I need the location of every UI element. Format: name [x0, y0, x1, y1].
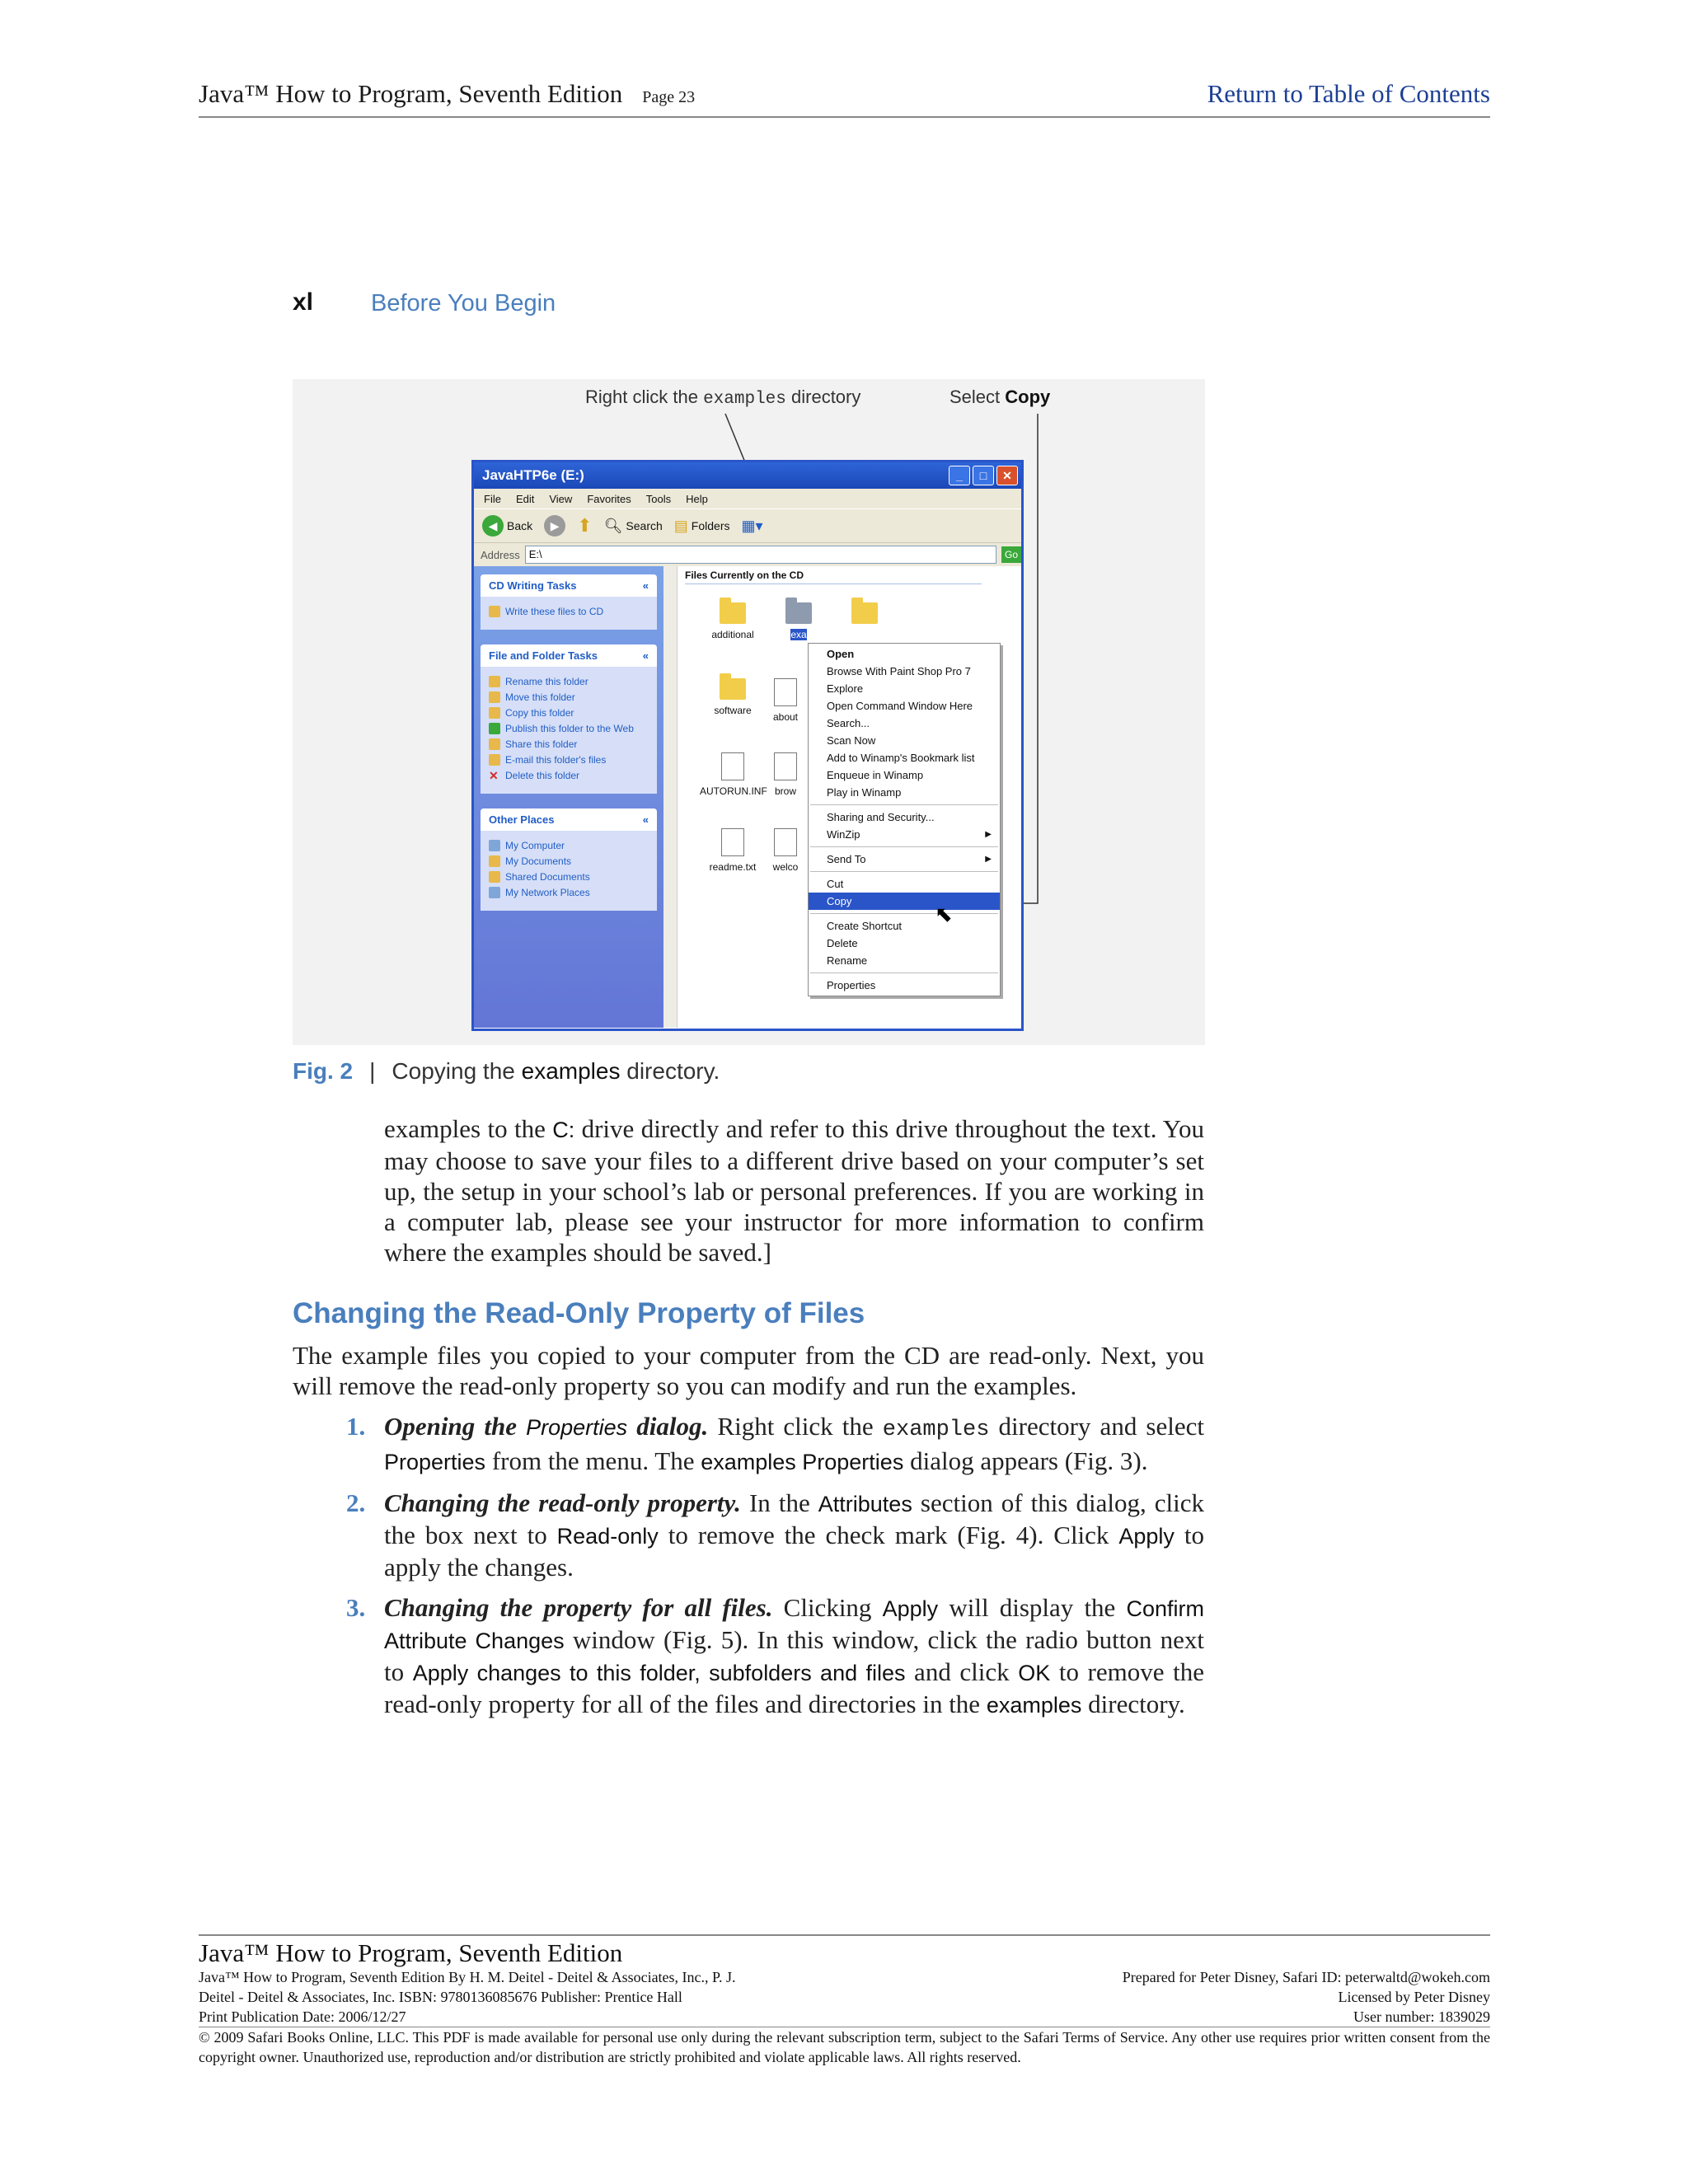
- search-icon: 🔍︎: [603, 517, 623, 534]
- window-title: JavaHTP6e (E:): [482, 467, 584, 483]
- callout-select-copy: Select Copy: [950, 387, 1051, 407]
- task-rename[interactable]: Rename this folder: [489, 676, 649, 687]
- views-icon[interactable]: ▦▾: [741, 517, 763, 534]
- copy-icon: [489, 707, 500, 719]
- footer-right-line: Prepared for Peter Disney, Safari ID: peterwaltd@wokeh.com: [1122, 1969, 1490, 1985]
- address-label: Address: [481, 548, 520, 561]
- ctx-search[interactable]: Search...: [827, 717, 870, 729]
- section-heading: Changing the Read-Only Property of Files: [293, 1297, 865, 1329]
- caption-divider: |: [369, 1058, 376, 1084]
- task-move[interactable]: Move this folder: [489, 691, 649, 703]
- go-button[interactable]: Go: [1001, 546, 1021, 563]
- ctx-browse-paint-shop[interactable]: Browse With Paint Shop Pro 7: [827, 665, 971, 677]
- task-write-to-cd[interactable]: Write these files to CD: [489, 606, 649, 617]
- share-icon: [489, 738, 500, 750]
- file-item[interactable]: softwаre: [700, 678, 766, 716]
- section-intro-paragraph: The example files you copied to your computer from the CD are read-only. Next, you will remove the read-only property so you can modify and run the examples.: [293, 1341, 1204, 1400]
- delete-x-icon: ✕: [489, 769, 499, 782]
- ctx-play-winamp[interactable]: Play in Winamp: [827, 786, 902, 799]
- step-item: 1. Opening the Properties dialog. Right click the examples directory and select Properties from the menu. The examples Properties dialog appears (Fig. 3).: [346, 1412, 1205, 1475]
- figure-number: Fig. 2: [293, 1058, 354, 1084]
- text-file-icon: [721, 828, 744, 856]
- email-icon: [489, 754, 500, 766]
- maximize-icon[interactable]: □: [973, 466, 994, 485]
- footer-left-line: Print Publication Date: 2006/12/27: [199, 2008, 406, 2025]
- file-item[interactable]: about: [753, 678, 818, 723]
- menu-favorites[interactable]: Favorites: [587, 492, 631, 505]
- rename-icon: [489, 676, 500, 687]
- network-icon: [489, 887, 500, 898]
- menu-edit[interactable]: Edit: [515, 492, 535, 505]
- ctx-open-command-window[interactable]: Open Command Window Here: [827, 700, 973, 712]
- running-section-title: Before You Begin: [371, 290, 556, 316]
- cd-icon: [489, 606, 500, 617]
- ctx-separator: [810, 972, 998, 973]
- collapse-icon[interactable]: «: [642, 813, 649, 826]
- ctx-separator: [810, 871, 998, 872]
- minimize-icon[interactable]: _: [949, 466, 970, 485]
- back-button[interactable]: ◀ Back: [482, 515, 532, 537]
- search-button[interactable]: 🔍︎ Search: [603, 517, 663, 534]
- submenu-arrow-icon: ▶: [985, 830, 992, 839]
- file-item[interactable]: [832, 602, 898, 629]
- task-share[interactable]: Share this folder: [489, 738, 649, 750]
- ctx-winzip[interactable]: WinZip ▶: [827, 828, 992, 841]
- footer-left-line: Deitel - Deitel & Associates, Inc. ISBN: 9780136085676 Publisher: Prentice Hall: [199, 1989, 682, 2005]
- toolbar: [474, 509, 1021, 542]
- address-field[interactable]: E:\: [525, 546, 996, 564]
- ctx-cut[interactable]: Cut: [827, 878, 844, 890]
- footer-rule: [199, 1934, 1490, 1936]
- submenu-arrow-icon: ▶: [985, 855, 992, 864]
- folders-button[interactable]: ▤ Folders: [673, 517, 730, 534]
- footer-left-line: Java™ How to Program, Seventh Edition By H. M. Deitel - Deitel & Associates, Inc., P. J.: [199, 1969, 736, 1985]
- shared-folder-icon: [489, 871, 500, 883]
- scrollbar[interactable]: [663, 566, 678, 1028]
- globe-icon: [489, 723, 500, 734]
- files-header: Files Currently on the CD: [685, 569, 982, 584]
- book-title: Java™ How to Program, Seventh Edition: [199, 79, 623, 108]
- footer-book-title: Java™ How to Program, Seventh Edition: [199, 1938, 623, 1967]
- menu-file[interactable]: File: [484, 492, 501, 505]
- window-titlebar: [474, 462, 1021, 489]
- menu-bar: [474, 489, 1021, 509]
- file-icon: [774, 752, 797, 780]
- steps-list: [346, 1411, 1204, 1731]
- place-network[interactable]: My Network Places: [489, 887, 649, 898]
- ctx-rename[interactable]: Rename: [827, 954, 868, 967]
- figure-caption: Fig. 2 | Copying the examples directory.: [293, 1058, 720, 1084]
- footer-right-line: User number: 1839029: [1353, 2008, 1490, 2025]
- task-publish[interactable]: Publish this folder to the Web: [489, 723, 649, 734]
- file-icon: [774, 828, 797, 856]
- context-menu: [808, 643, 1001, 996]
- folder-icon: [851, 602, 878, 624]
- return-to-toc-link[interactable]: Return to Table of Contents: [1207, 79, 1490, 108]
- ctx-add-winamp-bookmark[interactable]: Add to Winamp's Bookmark list: [827, 752, 975, 764]
- ctx-sharing-security[interactable]: Sharing and Security...: [827, 811, 935, 823]
- folder-icon: [720, 678, 746, 700]
- folder-icon: [720, 602, 746, 624]
- back-arrow-icon: ◀: [482, 515, 504, 537]
- step-item: 2. Changing the read-only property. In the Attributes section of this dialog, click the box next to Read-only to remove the check mark (Fig. 4). Click Apply to apply the changes.: [346, 1488, 1205, 1582]
- file-item-selected[interactable]: exa: [766, 602, 832, 640]
- footer-right-block: [1123, 1967, 1490, 2027]
- ctx-open[interactable]: Open: [827, 648, 855, 660]
- folders-icon: ▤: [673, 517, 688, 534]
- computer-icon: [489, 840, 500, 851]
- file-item[interactable]: AUTORUN.INF: [700, 752, 766, 797]
- up-folder-icon[interactable]: ⬆: [577, 515, 593, 536]
- file-item[interactable]: welco: [753, 828, 818, 873]
- inf-file-icon: [721, 752, 744, 780]
- place-my-documents[interactable]: My Documents: [489, 855, 649, 867]
- footer-right-line: Licensed by Peter Disney: [1338, 1989, 1490, 2005]
- collapse-icon[interactable]: «: [642, 649, 649, 662]
- step-item: 3. Changing the property for all files. Clicking Apply will display the Confirm Attribute Changes window (Fig. 5). In this window, click the radio button next to Apply changes to this folder, subfolders and files and click OK to remove the read-only property for all of the files and directories in the examples directory.: [346, 1593, 1205, 1718]
- file-item[interactable]: additional: [700, 602, 766, 640]
- mouse-cursor-icon: ⬉: [935, 902, 953, 926]
- ctx-separator: [810, 913, 998, 914]
- paragraph-continuation: examples to the C: drive directly and refer to this drive throughout the text. You may choose to save your files to a different drive based on your computer’s set up, the setup in your school’s lab or personal preferences. If you are working in a computer lab, please see your instructor for more information to confirm where the examples should be saved.]: [384, 1114, 1204, 1267]
- panel-cd-writing: CD Writing Tasks « Write these files to CD: [481, 574, 657, 630]
- panel-other-places: Other Places « My Computer My Documents Shared Documents My Network Places: [481, 808, 657, 911]
- ctx-separator: [810, 846, 998, 847]
- task-pane: [474, 566, 663, 1028]
- file-icon: [774, 678, 797, 706]
- ctx-copy[interactable]: Copy: [809, 893, 1000, 910]
- ctx-explore[interactable]: Explore: [827, 682, 864, 695]
- collapse-icon[interactable]: «: [642, 579, 649, 592]
- place-my-computer[interactable]: My Computer: [489, 840, 649, 851]
- panel-file-folder-tasks: File and Folder Tasks « Rename this folder Move this folder Copy this folder Publish this folder to the Web Share this folder E-mail this folder's files ✕ Delete this folder: [481, 644, 657, 794]
- menu-view[interactable]: View: [549, 492, 573, 505]
- callout-right-click: Right click the examples directory: [585, 387, 861, 409]
- footer-copyright: © 2009 Safari Books Online, LLC. This PDF is made available for personal use only during the relevant subscription term, subject to the Safari Terms of Service. Any other use requires prior written consent from the copyright owner. Unauthorized use, reproduction and/or distribution are strictly prohibited and violate applicable laws. All rights reserved.: [199, 2029, 1490, 2065]
- documents-icon: [489, 855, 500, 867]
- ctx-delete[interactable]: Delete: [827, 937, 858, 949]
- task-delete[interactable]: ✕ Delete this folder: [489, 769, 580, 782]
- ctx-enqueue-winamp[interactable]: Enqueue in Winamp: [827, 769, 924, 781]
- ctx-create-shortcut[interactable]: Create Shortcut: [827, 920, 903, 932]
- footer-left-block: [199, 1967, 736, 2027]
- move-icon: [489, 691, 500, 703]
- file-item[interactable]: brow: [753, 752, 818, 797]
- task-copy[interactable]: Copy this folder: [489, 707, 649, 719]
- forward-arrow-icon[interactable]: ▶: [544, 515, 565, 537]
- menu-tools[interactable]: Tools: [645, 492, 672, 505]
- file-item[interactable]: readme.txt: [700, 828, 766, 873]
- address-bar: [474, 542, 1021, 566]
- task-email[interactable]: E-mail this folder's files: [489, 754, 649, 766]
- page-label: Page 23: [642, 88, 696, 106]
- ctx-separator: [810, 804, 998, 805]
- place-shared-documents[interactable]: Shared Documents: [489, 871, 649, 883]
- running-page-number: xl: [293, 288, 314, 316]
- ctx-properties[interactable]: Properties: [827, 979, 876, 991]
- ctx-send-to[interactable]: Send To ▶: [827, 853, 992, 865]
- folder-icon: [785, 602, 812, 624]
- close-icon[interactable]: ✕: [996, 466, 1018, 485]
- ctx-scan-now[interactable]: Scan Now: [827, 734, 876, 747]
- menu-help[interactable]: Help: [686, 492, 708, 505]
